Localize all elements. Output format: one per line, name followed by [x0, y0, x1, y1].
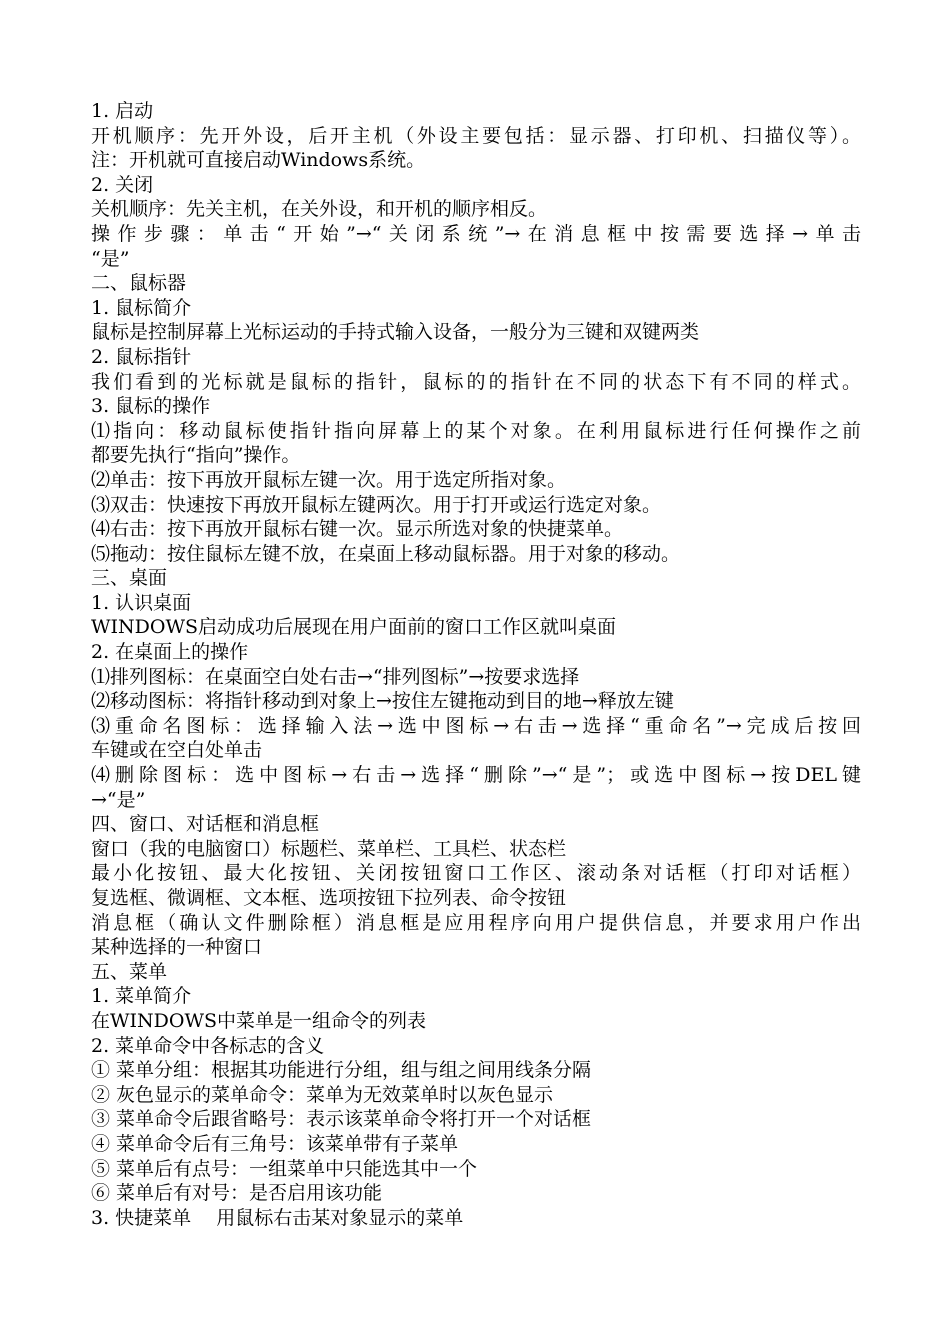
text-line: 某种选择的一种窗口 [91, 936, 263, 959]
list-item: ⑴排列图标：在桌面空白处右击→“排列图标”→按要求选择 [91, 665, 580, 688]
text-line: 在WINDOWS中菜单是一组命令的列表 [91, 1009, 427, 1032]
section-heading: 1. 菜单简介 [91, 985, 192, 1008]
section-heading: 2. 关闭 [91, 173, 154, 196]
list-item: ① 菜单分组：根据其功能进行分组，组与组之间用线条分隔 [91, 1059, 592, 1082]
list-item: ⑶双击：快速按下再放开鼠标左键两次。用于打开或运行选定对象。 [91, 493, 662, 516]
section-heading: 3. 快捷菜单 用鼠标右击某对象显示的菜单 [91, 1206, 464, 1229]
section-heading: 3. 鼠标的操作 [91, 395, 211, 418]
list-item: ⑤ 菜单后有点号：一组菜单中只能选其中一个 [91, 1157, 478, 1180]
text-line: 窗口（我的电脑窗口）标题栏、菜单栏、工具栏、状态栏 [91, 837, 567, 860]
text-line: →“是” [91, 788, 146, 811]
list-item: ⑶重命名图标：选择输入法→选中图标→右击→选择“重命名”→完成后按回 [91, 714, 861, 737]
chapter-heading: 四、窗口、对话框和消息框 [91, 813, 320, 836]
chapter-heading: 三、桌面 [91, 567, 168, 590]
list-item: ④ 菜单命令后有三角号：该菜单带有子菜单 [91, 1132, 459, 1155]
text-line: “是” [91, 247, 130, 270]
text-line: 都要先执行“指向”操作。 [91, 444, 301, 467]
section-heading: 2. 菜单命令中各标志的含义 [91, 1034, 325, 1057]
list-item: ⑴指向：移动鼠标使指针指向屏幕上的某个对象。在利用鼠标进行任何操作之前 [91, 419, 861, 442]
chapter-heading: 五、菜单 [91, 960, 168, 983]
text-line: 开机顺序：先开外设，后开主机（外设主要包括：显示器、打印机、扫描仪等）。 [91, 124, 861, 147]
text-line: 我们看到的光标就是鼠标的指针，鼠标的的指针在不同的状态下有不同的样式。 [91, 370, 861, 393]
text-line: 操作步骤：单击“开始”→“关闭系统”→在消息框中按需要选择→单击 [91, 222, 861, 245]
list-item: ⑸拖动：按住鼠标左键不放，在桌面上移动鼠标器。用于对象的移动。 [91, 542, 681, 565]
text-line: 注：开机就可直接启动Windows系统。 [91, 149, 426, 172]
list-item: ③ 菜单命令后跟省略号：表示该菜单命令将打开一个对话框 [91, 1108, 592, 1131]
list-item: ⑵移动图标：将指针移动到对象上→按住左键拖动到目的地→释放左键 [91, 690, 674, 713]
text-line: 鼠标是控制屏幕上光标运动的手持式输入设备，一般分为三键和双键两类 [91, 321, 700, 344]
section-heading: 2. 在桌面上的操作 [91, 641, 249, 664]
text-line: 车键或在空白处单击 [91, 739, 263, 762]
document-body [91, 99, 866, 1230]
text-line: 关机顺序：先关主机，在关外设，和开机的顺序相反。 [91, 198, 548, 221]
section-heading: 1. 认识桌面 [91, 591, 192, 614]
list-item: ② 灰色显示的菜单命令：菜单为无效菜单时以灰色显示 [91, 1083, 554, 1106]
text-line: 消息框（确认文件删除框）消息框是应用程序向用户提供信息，并要求用户作出 [91, 911, 861, 934]
text-line: WINDOWS启动成功后展现在用户面前的窗口工作区就叫桌面 [91, 616, 617, 639]
chapter-heading: 二、鼠标器 [91, 272, 187, 295]
section-heading: 1. 鼠标简介 [91, 296, 192, 319]
text-line: 最小化按钮、最大化按钮、关闭按钮窗口工作区、滚动条对话框（打印对话框） [91, 862, 861, 885]
section-heading: 1. 启动 [91, 100, 154, 122]
list-item: ⑥ 菜单后有对号：是否启用该功能 [91, 1182, 383, 1205]
list-item: ⑵单击：按下再放开鼠标左键一次。用于选定所指对象。 [91, 468, 567, 491]
list-item: ⑷右击：按下再放开鼠标右键一次。显示所选对象的快捷菜单。 [91, 518, 624, 541]
section-heading: 2. 鼠标指针 [91, 345, 192, 368]
text-line: 复选框、微调框、文本框、选项按钮下拉列表、命令按钮 [91, 887, 567, 909]
list-item: ⑷删除图标：选中图标→右击→选择“删除”→“是”；或选中图标→按DEL键 [91, 764, 861, 787]
